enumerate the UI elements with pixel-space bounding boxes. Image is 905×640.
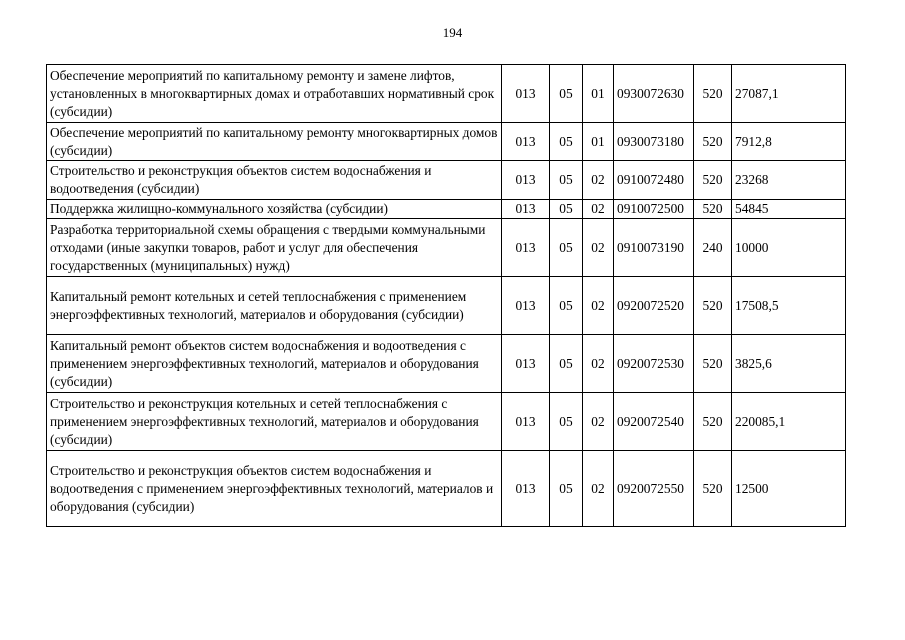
amount-cell: 54845 (732, 200, 846, 219)
expense-name-cell: Поддержка жилищно-коммунального хозяйства (субсидии) (47, 200, 502, 219)
expense-type-cell: 520 (694, 161, 732, 200)
target-article-cell: 0920072530 (614, 335, 694, 393)
section-code-cell: 05 (550, 200, 583, 219)
table-row (47, 65, 846, 123)
amount-cell: 7912,8 (732, 123, 846, 161)
amount-cell: 3825,6 (732, 335, 846, 393)
target-article-cell: 0920072550 (614, 451, 694, 527)
expense-name-cell: Строительство и реконструкция котельных и сетей теплоснабжения с применением энергоэффективных технологий, материалов и оборудования (субсидии) (47, 393, 502, 451)
grbs-code-cell: 013 (502, 65, 550, 123)
expense-name-cell: Строительство и реконструкция объектов систем водоснабжения и водоотведения (субсидии) (47, 161, 502, 200)
grbs-code-cell: 013 (502, 451, 550, 527)
grbs-code-cell: 013 (502, 393, 550, 451)
expense-type-cell: 520 (694, 200, 732, 219)
amount-cell: 10000 (732, 219, 846, 277)
expense-type-cell: 520 (694, 335, 732, 393)
expense-name-cell: Капитальный ремонт котельных и сетей теплоснабжения с применением энергоэффективных технологий, материалов и оборудования (субсидии) (47, 277, 502, 335)
expense-type-cell: 520 (694, 393, 732, 451)
target-article-cell: 0910072500 (614, 200, 694, 219)
amount-cell: 27087,1 (732, 65, 846, 123)
grbs-code-cell: 013 (502, 200, 550, 219)
grbs-code-cell: 013 (502, 277, 550, 335)
expense-type-cell: 520 (694, 123, 732, 161)
table-row (47, 393, 846, 451)
amount-cell: 17508,5 (732, 277, 846, 335)
amount-cell: 12500 (732, 451, 846, 527)
subsection-code-cell: 01 (583, 65, 614, 123)
expense-type-cell: 240 (694, 219, 732, 277)
expense-name-cell: Обеспечение мероприятий по капитальному ремонту многоквартирных домов (субсидии) (47, 123, 502, 161)
subsection-code-cell: 01 (583, 123, 614, 161)
budget-allocation-table (46, 64, 846, 527)
section-code-cell: 05 (550, 123, 583, 161)
subsection-code-cell: 02 (583, 200, 614, 219)
section-code-cell: 05 (550, 335, 583, 393)
grbs-code-cell: 013 (502, 161, 550, 200)
table-row (47, 277, 846, 335)
page-number: 194 (442, 25, 463, 40)
subsection-code-cell: 02 (583, 335, 614, 393)
target-article-cell: 0920072520 (614, 277, 694, 335)
expense-name-cell: Строительство и реконструкция объектов систем водоснабжения и водоотведения с применением энергоэффективных технологий, материалов и оборудования (субсидии) (47, 451, 502, 527)
target-article-cell: 0930073180 (614, 123, 694, 161)
target-article-cell: 0910072480 (614, 161, 694, 200)
section-code-cell: 05 (550, 161, 583, 200)
table-row (47, 161, 846, 200)
table-row (47, 335, 846, 393)
target-article-cell: 0910073190 (614, 219, 694, 277)
expense-type-cell: 520 (694, 65, 732, 123)
expense-name-cell: Капитальный ремонт объектов систем водоснабжения и водоотведения с применением энергоэффективных технологий, материалов и оборудования (субсидии) (47, 335, 502, 393)
table-row (47, 451, 846, 527)
section-code-cell: 05 (550, 219, 583, 277)
subsection-code-cell: 02 (583, 451, 614, 527)
subsection-code-cell: 02 (583, 161, 614, 200)
subsection-code-cell: 02 (583, 393, 614, 451)
amount-cell: 23268 (732, 161, 846, 200)
expense-type-cell: 520 (694, 277, 732, 335)
grbs-code-cell: 013 (502, 123, 550, 161)
expense-type-cell: 520 (694, 451, 732, 527)
amount-cell: 220085,1 (732, 393, 846, 451)
subsection-code-cell: 02 (583, 219, 614, 277)
section-code-cell: 05 (550, 65, 583, 123)
section-code-cell: 05 (550, 277, 583, 335)
section-code-cell: 05 (550, 393, 583, 451)
target-article-cell: 0930072630 (614, 65, 694, 123)
table-row (47, 219, 846, 277)
grbs-code-cell: 013 (502, 219, 550, 277)
target-article-cell: 0920072540 (614, 393, 694, 451)
table-row (47, 200, 846, 219)
expense-name-cell: Разработка территориальной схемы обращения с твердыми коммунальными отходами (иные закупки товаров, работ и услуг для обеспечения государственных (муниципальных) нужд) (47, 219, 502, 277)
section-code-cell: 05 (550, 451, 583, 527)
table-body (47, 65, 846, 527)
grbs-code-cell: 013 (502, 335, 550, 393)
expense-name-cell: Обеспечение мероприятий по капитальному ремонту и замене лифтов, установленных в многоквартирных домах и отработавших нормативный срок (субсидии) (47, 65, 502, 123)
subsection-code-cell: 02 (583, 277, 614, 335)
table-row (47, 123, 846, 161)
